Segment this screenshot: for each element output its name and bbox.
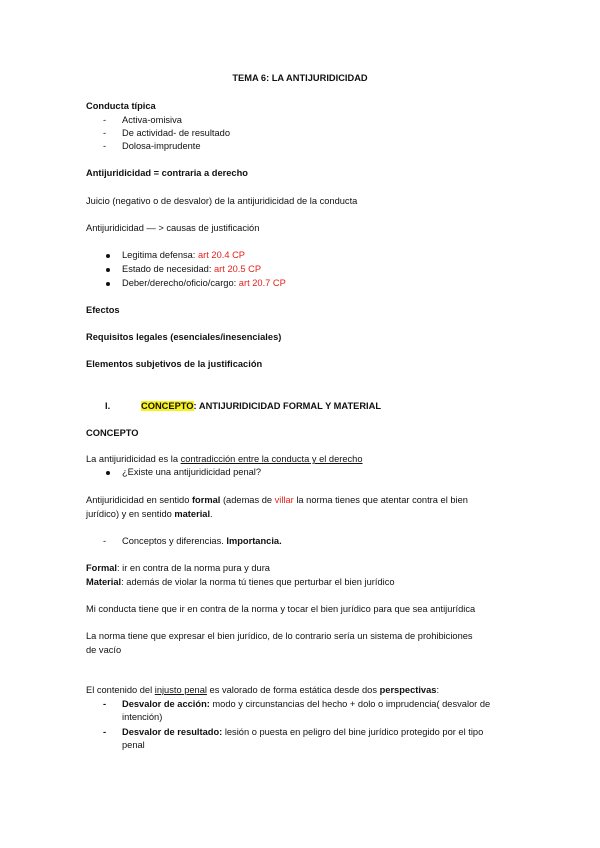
text: la norma tienes que atentar contra el bien: [293, 495, 468, 505]
list-item: Dolosa-imprudente: [122, 141, 201, 151]
article-ref: art 20.7 CP: [238, 278, 286, 288]
dash-marker: -: [103, 128, 107, 138]
text: El contenido del: [86, 685, 155, 695]
bold-text: material: [174, 509, 211, 519]
requisitos-heading: Requisitos legales (esenciales/inesenciales): [86, 332, 282, 342]
text: Antijuridicidad en sentido: [86, 495, 192, 505]
bold-text: formal: [191, 495, 221, 505]
text: :: [436, 685, 440, 695]
text: jurídico) y en sentido: [86, 509, 175, 519]
dash-marker: -: [103, 141, 107, 151]
list-item: Activa-omisiva: [122, 115, 182, 125]
pregunta-item: ¿Existe una antijuridicidad penal?: [122, 467, 262, 477]
text: (ademas de: [220, 495, 275, 505]
bold-text: Desvalor de acción:: [122, 699, 210, 709]
causa-text: Estado de necesidad:: [122, 264, 215, 274]
conducta-heading: Conducta típica: [86, 101, 156, 111]
formal-line: [86, 562, 270, 574]
bold-text: Importancia.: [226, 536, 282, 546]
section-heading: [141, 400, 381, 412]
bullet-dot: [106, 282, 110, 286]
norma-line: La norma tiene que expresar el bien jurídico, de lo contrario sería un sistema de prohibiciones: [86, 631, 473, 641]
dash-marker: -: [103, 536, 107, 546]
bold-text: Formal: [86, 563, 117, 573]
list-item: [122, 277, 286, 289]
bullet-dot: [106, 471, 110, 475]
list-item: [122, 249, 245, 261]
section-numeral: I.: [105, 401, 111, 411]
concepto-heading: CONCEPTO: [86, 428, 139, 438]
text: .: [210, 509, 213, 519]
concepto-text: La antijuridicidad es la: [86, 454, 181, 464]
antijuridicidad-definition: Antijuridicidad = contraria a derecho: [86, 168, 248, 178]
mi-conducta-line: Mi conducta tiene que ir en contra de la norma y tocar el bien jurídico para que sea antijurídica: [86, 604, 476, 614]
underlined-text: injusto penal: [154, 685, 207, 695]
conceptos-item: [122, 535, 282, 547]
resultado-item: [122, 726, 483, 738]
bold-text: Desvalor de resultado:: [122, 727, 223, 737]
highlighted-term: CONCEPTO: [141, 401, 194, 411]
doc-title: TEMA 6: LA ANTIJURIDICIDAD: [232, 73, 368, 83]
causa-text: Legitima defensa:: [122, 250, 198, 260]
sentido-line: [86, 494, 468, 506]
text: lesión o puesta en peligro del bine jurídico protegido por el tipo: [222, 727, 484, 737]
contenido-line: [86, 684, 439, 696]
article-ref: art 20.5 CP: [214, 264, 262, 274]
text: es valorado de forma estática desde dos: [206, 685, 380, 695]
concepto-underlined: contradicción entre la conducta y el derecho: [180, 454, 363, 464]
text: : ir en contra de la norma pura y dura: [117, 563, 270, 573]
resultado-item-cont: penal: [122, 740, 145, 750]
text: modo y circunstancias del hecho + dolo o imprudencia( desvalor de: [209, 699, 491, 709]
bold-text: Material: [86, 577, 122, 587]
causas-line: Antijuridicidad — > causas de justificación: [86, 223, 260, 233]
article-ref: art 20.4 CP: [197, 250, 246, 260]
section-heading-rest: : ANTIJURIDICIDAD FORMAL Y MATERIAL: [193, 401, 382, 411]
accion-item: [122, 698, 490, 710]
sentido-line-2: [86, 508, 213, 520]
norma-line-2: de vacío: [86, 645, 122, 655]
bullet-dot: [106, 268, 110, 272]
concepto-line: [86, 453, 363, 465]
bullet-dot: [106, 254, 110, 258]
material-line: [86, 576, 395, 588]
bold-text: perspectivas: [379, 685, 437, 695]
list-item: De actividad- de resultado: [122, 128, 231, 138]
accion-item-cont: intención): [122, 712, 163, 722]
elementos-heading: Elementos subjetivos de la justificación: [86, 359, 263, 369]
text: Conceptos y diferencias.: [122, 536, 227, 546]
text: : además de violar la norma tú tienes que perturbar el bien jurídico: [121, 577, 395, 587]
efectos-heading: Efectos: [86, 305, 120, 315]
juicio-line: Juicio (negativo o de desvalor) de la antijuridicidad de la conducta: [86, 196, 358, 206]
dash-marker: -: [103, 699, 107, 709]
dash-marker: -: [103, 115, 107, 125]
dash-marker: -: [103, 727, 107, 737]
red-text: villar: [274, 495, 294, 505]
causa-text: Deber/derecho/oficio/cargo:: [122, 278, 239, 288]
list-item: [122, 263, 261, 275]
